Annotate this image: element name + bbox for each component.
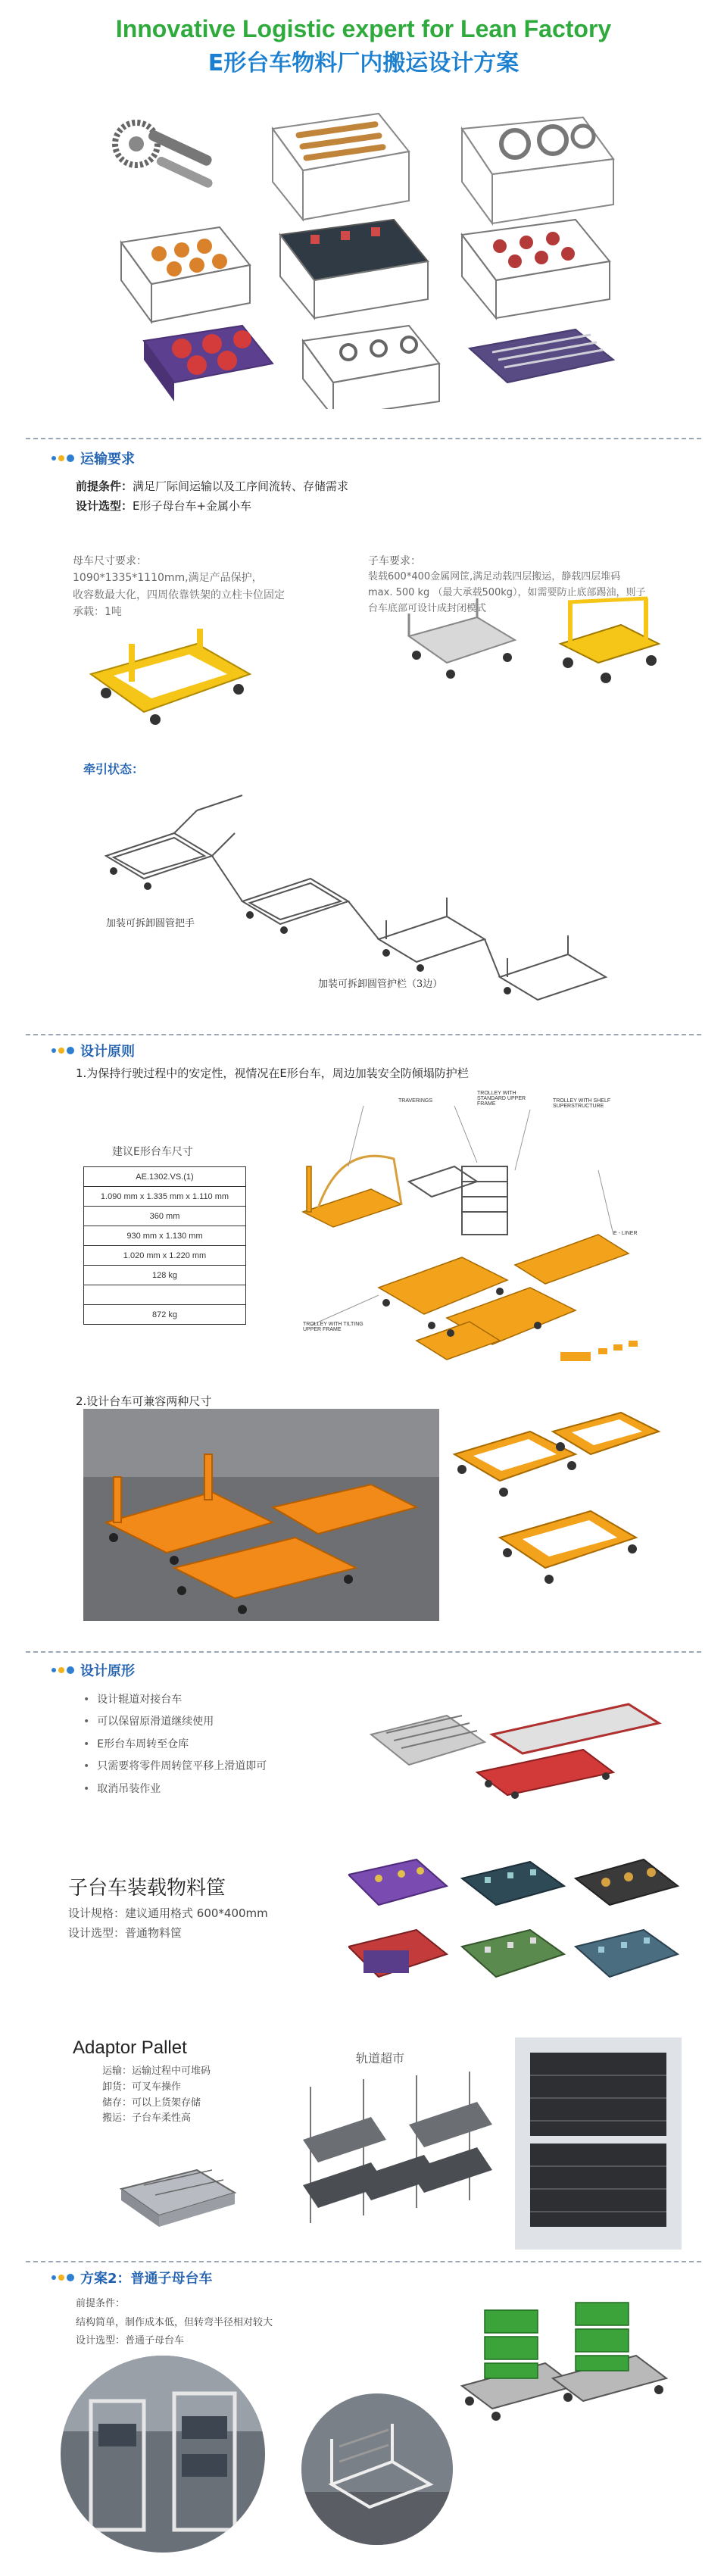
- callout-tilting-frame: TROLLEY WITH TILTING UPPER FRAME: [303, 1322, 364, 1332]
- adaptor-pallet-lines: [102, 2064, 211, 2127]
- sub-cart-basket-title: 子台车装载物料筐: [68, 1877, 226, 1900]
- adaptor-pallet-image: [114, 2159, 242, 2234]
- traction-note-handle: 加装可拆卸圆管把手: [106, 918, 195, 929]
- section-title-design-principle: [51, 1041, 135, 1060]
- table-cell: 360 mm: [84, 1207, 246, 1226]
- two-size-cart-diagram: [439, 1409, 682, 1613]
- section-title-text: 设计原形: [80, 1663, 135, 1679]
- adaptor-line: 储存：可以上货架存储: [102, 2097, 201, 2109]
- traction-train-diagram: [91, 765, 636, 1007]
- adaptor-line: 运输：运输过程中可堆码: [102, 2065, 211, 2077]
- divider: [26, 2261, 701, 2262]
- dots-icon: [51, 1666, 74, 1674]
- callout-shelf-superstructure: TROLLEY WITH SHELF SUPERSTRUCTURE: [553, 1098, 611, 1109]
- divider: [26, 1651, 701, 1653]
- cart-spec-table: [83, 1166, 246, 1325]
- table-cell: 128 kg: [84, 1266, 246, 1285]
- roller-conveyor-cart-image: [356, 1689, 674, 1825]
- table-cell: AE.1302.VS.(1): [84, 1167, 246, 1187]
- child-cart-yellow-image: [553, 591, 666, 689]
- page-title-en: Innovative Logistic expert for Lean Factory: [115, 15, 612, 42]
- basket-orange-gears-image: [121, 227, 250, 322]
- parent-cart-yellow-image: [83, 629, 265, 735]
- basket-red-grid-image: [462, 220, 610, 318]
- adaptor-pallet-title: Adaptor Pallet: [73, 2037, 187, 2058]
- callout-traverings: TRAVERINGS: [398, 1098, 432, 1104]
- adaptor-line: 搬运：子台车柔性高: [102, 2112, 192, 2125]
- callout-standard-frame: TROLLEY WITH STANDARD UPPER FRAME: [477, 1091, 526, 1107]
- tray-rods-image: [470, 329, 613, 382]
- section-title-text: 方案2：普通子母台车: [80, 2271, 213, 2287]
- child-cart-line: max. 500 kg （最大承载500kg），如需要防止底部踢油，则子: [368, 587, 646, 599]
- divider: [26, 1034, 701, 1035]
- basket-shafts-image: [273, 114, 409, 220]
- list-item: • 可以保留原滑道继续使用: [83, 1711, 267, 1733]
- parent-cart-line: 收容数最大化，四周依靠铁架的立柱卡位固定: [73, 589, 285, 601]
- child-cart-line: 台车底部可设计成封闭模式: [368, 602, 487, 614]
- gravity-rack-image: [288, 2072, 500, 2238]
- premise-label: 前提条件：: [76, 479, 133, 493]
- green-bins-cart-image: [447, 2280, 682, 2431]
- section-title-text: 设计原则: [80, 1044, 135, 1060]
- principle-point-2: 2.设计台车可兼容两种尺寸: [76, 1394, 212, 1408]
- plan2-cart-photo-left: [61, 2356, 265, 2553]
- table-cell: 1.090 mm x 1.335 mm x 1.110 mm: [84, 1187, 246, 1207]
- rack-supermarket-label: 轨道超市: [356, 2051, 405, 2065]
- principle-point-1: 1.为保持行驶过程中的安定性，视情况在E形台车，周边加装安全防倾塌防护栏: [76, 1066, 469, 1080]
- section-title-prototype: [51, 1660, 135, 1680]
- list-item: • E形台车周转至仓库: [83, 1734, 267, 1756]
- premise-line: [76, 477, 348, 497]
- basket-rings-image: [462, 117, 613, 223]
- section-title-text: 运输要求: [80, 451, 135, 467]
- list-item: • 取消吊装作业: [83, 1778, 267, 1800]
- table-cell: 872 kg: [84, 1305, 246, 1325]
- divider: [26, 438, 701, 439]
- stacked-containers-photo: [515, 2037, 682, 2250]
- child-cart-line: 装载600*400金属网筐,满足动载四层搬运，静载四层堆码: [368, 571, 621, 583]
- page-title-cn: E形台车物料厂内搬运设计方案: [207, 50, 520, 76]
- parent-cart-line: 1090*1335*1110mm,满足产品保护，: [73, 572, 263, 585]
- callout-e-liner: E - LINER: [613, 1231, 638, 1236]
- plan2-selection: 设计选型：普通子母台车: [76, 2335, 185, 2347]
- section-title-transport: [51, 448, 135, 468]
- warehouse-orange-carts-photo: [83, 1409, 439, 1621]
- adaptor-line: 卸货：可叉车操作: [102, 2081, 182, 2093]
- gear-parts-image: [115, 123, 214, 189]
- table-title: 建议E形台车尺寸: [112, 1146, 193, 1158]
- parent-cart-line: 承载：1吨: [73, 606, 122, 619]
- tray-red-discs-image: [144, 326, 273, 401]
- sub-cart-spec: 设计规格：建议通用格式 600*400mm: [68, 1906, 268, 1920]
- child-cart-title: 子车要求：: [368, 555, 421, 567]
- traction-note-guardrail: 加装可拆卸圆管护栏（3边）: [318, 979, 443, 990]
- traction-title: 牵引状态：: [83, 762, 145, 776]
- plan2-premise: 前提条件：: [76, 2298, 126, 2309]
- hero-product-grid: [76, 91, 651, 409]
- table-cell: 1.020 mm x 1.220 mm: [84, 1246, 246, 1266]
- table-cell: [84, 1285, 246, 1305]
- parent-cart-requirements: [73, 553, 345, 621]
- e-cart-exploded-diagram: [288, 1098, 682, 1386]
- selection-label: 设计选型：: [76, 499, 133, 513]
- basket-dark-parts-image: [280, 220, 428, 318]
- child-cart-gray-image: [401, 598, 523, 689]
- dots-icon: [51, 454, 74, 462]
- plan2-structure: 结构简单，制作成本低，但转弯半径相对较大: [76, 2316, 273, 2328]
- dots-icon: [51, 2274, 74, 2281]
- plan2-cart-photo-right: [301, 2393, 453, 2545]
- sub-cart-select: 设计选型：普通物料筐: [68, 1926, 183, 1940]
- table-cell: 930 mm x 1.130 mm: [84, 1226, 246, 1246]
- prototype-bullet-list: [83, 1689, 267, 1800]
- selection-line: [76, 497, 251, 517]
- plan2-description: [76, 2295, 273, 2351]
- section-title-plan2: [51, 2268, 213, 2287]
- premise-text: 满足厂际间运输以及工序间流转、存储需求: [133, 479, 349, 493]
- selection-text: E形子母台车+金属小车: [133, 499, 252, 513]
- parent-cart-title: 母车尺寸要求：: [73, 555, 147, 567]
- list-item: • 设计辊道对接台车: [83, 1689, 267, 1711]
- basket-bearings-image: [303, 326, 439, 409]
- material-basket-grid-image: [348, 1848, 682, 1992]
- list-item: • 只需要将零件周转筐平移上滑道即可: [83, 1756, 267, 1778]
- dots-icon: [51, 1047, 74, 1054]
